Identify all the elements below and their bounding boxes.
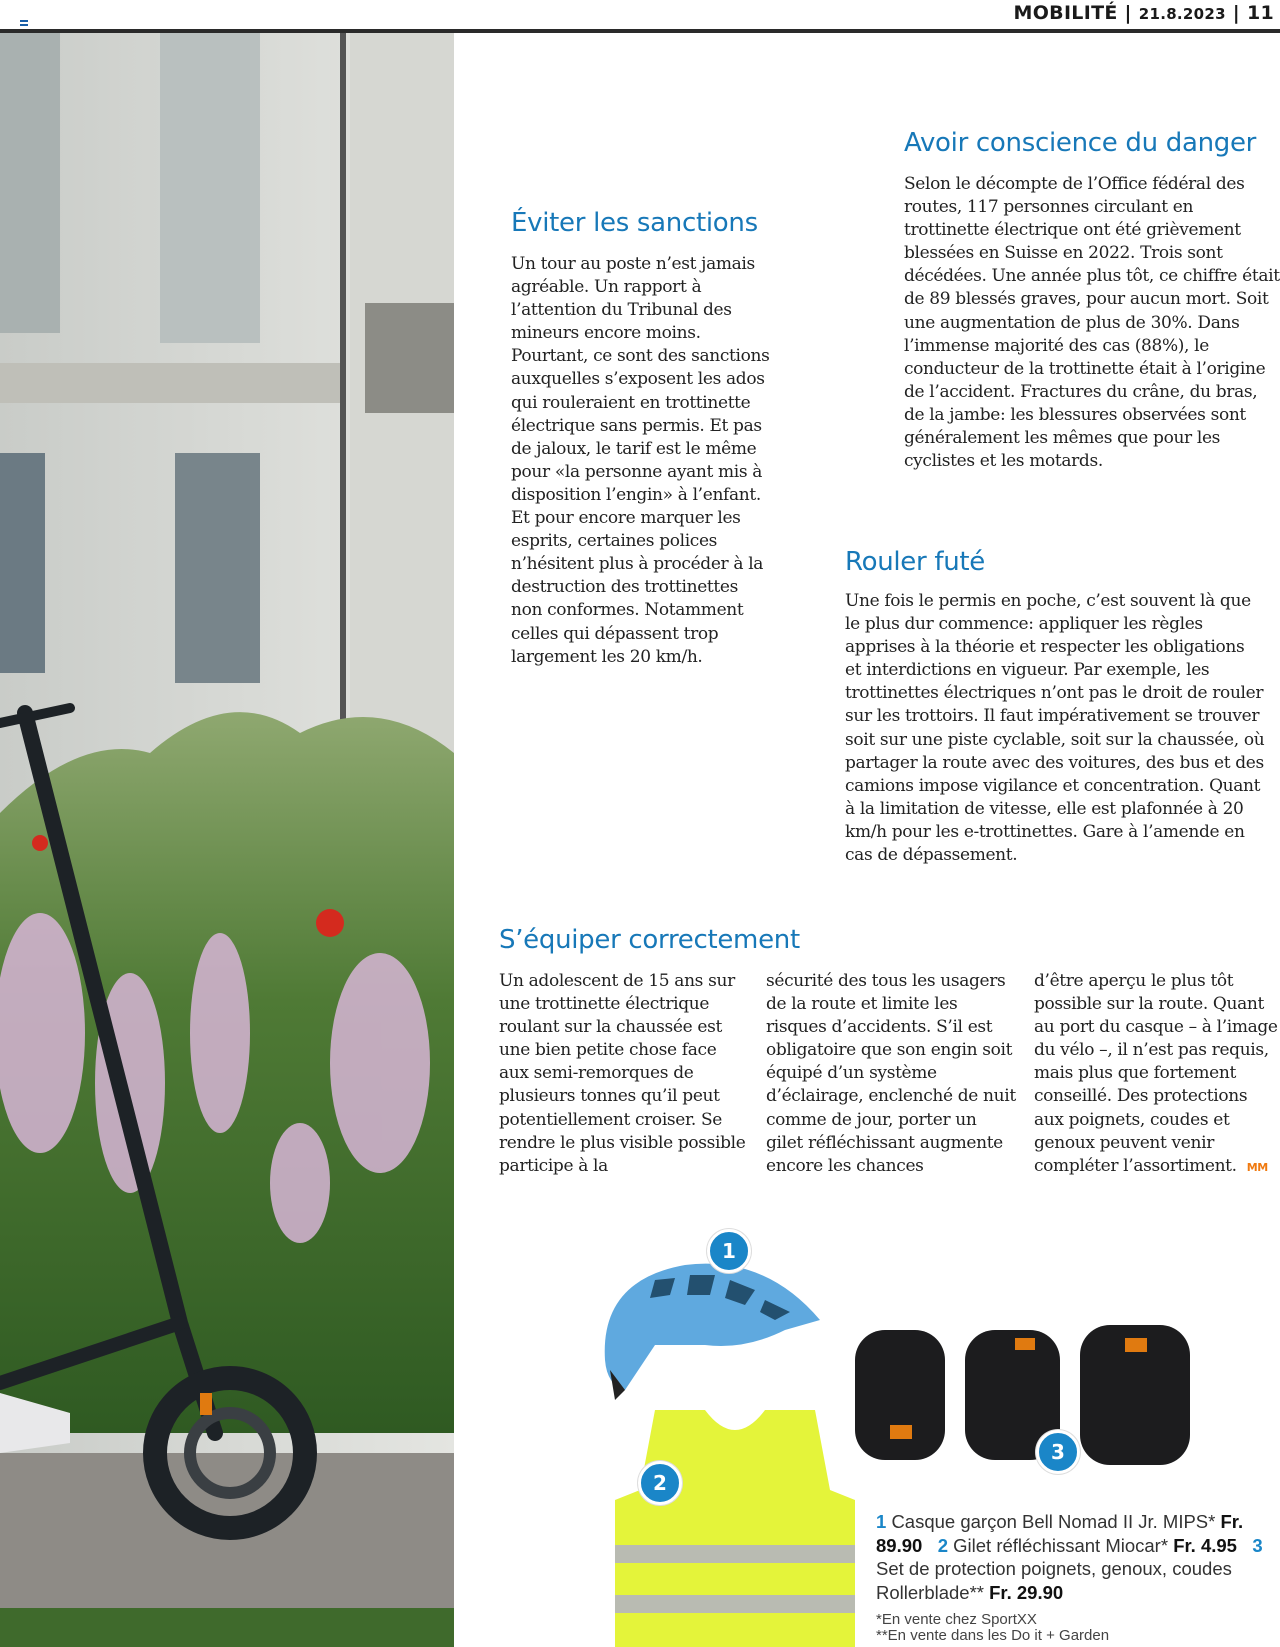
product-badge-2: 2 (638, 1461, 682, 1505)
scooter-garden-photo (0, 33, 454, 1647)
reflective-vest-image (615, 1410, 855, 1647)
section-name: MOBILITÉ (1013, 2, 1118, 24)
product-price-1: Fr. 89.90 (876, 1511, 1244, 1556)
product-badge-1: 1 (707, 1229, 751, 1273)
heading-equiper: S’équiper correctement (499, 925, 800, 955)
author-signature: MM (1246, 1160, 1268, 1174)
article-danger-body: Selon le décompte de l’Office fédéral des routes, 117 personnes circulant en trottinette électrique ont été grièvement blessées en Suisse en 2022. Trois sont décédées. Une année plus tôt, ce chiffre était de 89 blessés graves, pour aucun mort. Soit une augmentation de plus de 30%. Dans l’immense majorité des cas (88%), le conducteur de la trottinette était à l’origine de l’accident. Fractures du crâne, du bras, de la jambe: les blessures observées sont généralement les mêmes que pour les cyclistes et les motards. (904, 174, 1280, 472)
product-price-3: Fr. 29.90 (989, 1581, 1064, 1603)
helmet-image (595, 1250, 825, 1410)
article-equiper-col1: Un adolescent de 15 ans sur une trottinette électrique roulant sur la chaussée est une bien petite chose face aux semi-remorques de plusieurs tonnes qu’il peut potentiellement croiser. Se rendre le plus visible possible participe à la (499, 971, 746, 1176)
heading-rouler: Rouler futé (845, 547, 985, 577)
protection-pads-image (850, 1320, 1200, 1470)
product-name-1: Casque garçon Bell Nomad II Jr. MIPS* (891, 1511, 1216, 1532)
product-name-2: Gilet réfléchissant Miocar* (953, 1534, 1169, 1556)
heading-danger: Avoir conscience du danger (904, 128, 1257, 158)
footnote-sportxx: *En vente chez SportXX (876, 1611, 1037, 1628)
footnote-doit: **En vente dans les Do it + Garden (876, 1627, 1110, 1644)
footnotes (876, 1612, 1109, 1644)
product-caption: 1 Casque garçon Bell Nomad II Jr. MIPS* Fr. 89.90 2 Gilet réfléchissant Miocar* Fr. 4.95 3 Set de protection poignets, genoux, coudes Rollerblade** Fr. 29.90 (876, 1511, 1263, 1603)
article-rouler-body: Une fois le permis en poche, c’est souvent là que le plus dur commence: appliquer les règles apprises à la théorie et respecter les obligations et interdictions en vigueur. Par exemple, les trottinettes électriques n’ont pas le droit de rouler sur les trottoirs. Il faut impérativement se trouver soit sur une piste cyclable, soit sur la chaussée, où partager la route avec des voitures, des bus et des camions impose vigilance et concentration. Quant à la limitation de vitesse, elle est plafonnée à 20 km/h pour les e-trottinettes. Gare à l’amende en cas de dépassement. (845, 591, 1265, 866)
heading-sanctions: Éviter les sanctions (511, 208, 758, 238)
product-price-2: Fr. 4.95 (1173, 1534, 1237, 1556)
article-equiper-col2: sécurité des tous les usagers de la route et limite les risques d’accidents. S’il est obligatoire que son engin soit équipé d’un système d’éclairage, enclenché de nuit comme de jour, porter un gilet réfléchissant augmente encore les chances (766, 971, 1016, 1176)
page-header: MOBILITÉ | 21.8.2023 | 11 (1013, 2, 1274, 24)
product-badge-3: 3 (1036, 1430, 1080, 1474)
issue-date: 21.8.2023 (1138, 5, 1226, 23)
logo-mark (20, 20, 28, 26)
page-number: 11 (1246, 2, 1274, 24)
article-equiper-col3: d’être aperçu le plus tôt possible sur la route. Quant au port du casque – à l’image du vélo –, il n’est pas requis, mais plus que fortement conseillé. Des protections aux poignets, coudes et genoux peuvent venir compléter l’assortiment. MM (1034, 971, 1278, 1176)
article-sanctions-body: Un tour au poste n’est jamais agréable. Un rapport à l’attention du Tribunal des mineurs encore moins. Pourtant, ce sont des sanctions auxquelles s’exposent les ados qui rouleraient en trottinette électrique sans permis. Et pas de jaloux, le tarif est le même pour «la personne ayant mis à disposition l’engin» à l’enfant. Et pour encore marquer les esprits, certaines polices n’hésitent plus à procéder à la destruction des trottinettes non conformes. Notamment celles qui dépassent trop largement les 20 km/h. (511, 254, 770, 667)
product-name-3: Set de protection poignets, genoux, coudes Rollerblade** (876, 1558, 1232, 1603)
